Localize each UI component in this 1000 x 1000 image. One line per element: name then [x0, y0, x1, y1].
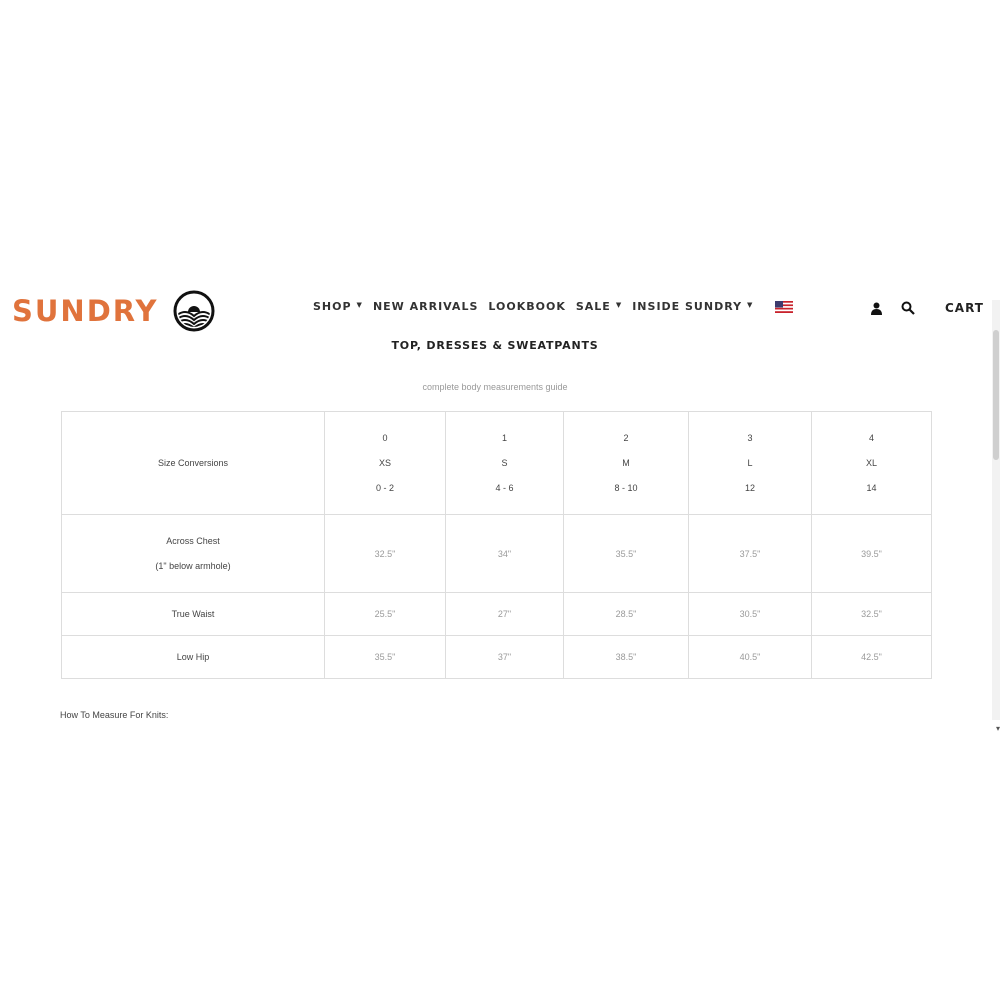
row-label: [62, 515, 325, 593]
size-col-header: [812, 412, 932, 515]
table-row: [62, 636, 932, 679]
browser-viewport: [0, 280, 1000, 733]
table-cell: 32.5": [325, 515, 446, 593]
row-label: Low Hip: [62, 636, 325, 679]
nav-inside-sundry[interactable]: [632, 300, 753, 313]
nav-sale-label: SALE: [575, 300, 611, 313]
row-label-main: Across Chest: [166, 535, 220, 546]
wave-logo-icon: [173, 290, 215, 332]
size-number: 2: [623, 432, 629, 443]
size-col-header: [564, 412, 689, 515]
search-icon[interactable]: [901, 301, 915, 315]
size-us: 4 - 6: [495, 482, 514, 493]
size-number: 3: [747, 432, 753, 443]
page-title: TOP, DRESSES & SWEATPANTS: [391, 339, 599, 352]
nav-lookbook-label: LOOKBOOK: [488, 300, 566, 313]
table-cell: 32.5": [812, 593, 932, 636]
table-cell: 39.5": [812, 515, 932, 593]
logo-wordmark: SUNDRY: [12, 294, 159, 328]
nav-shop[interactable]: [313, 300, 363, 313]
table-cell: 40.5": [689, 636, 812, 679]
page-subtitle: complete body measurements guide: [422, 382, 568, 392]
main-nav: [313, 300, 793, 313]
size-conversions-label: Size Conversions: [62, 412, 325, 515]
table-cell: 35.5": [564, 515, 689, 593]
size-col-header: [689, 412, 812, 515]
size-us: 14: [866, 482, 877, 493]
user-icon[interactable]: [870, 302, 883, 315]
table-cell: 35.5": [325, 636, 446, 679]
caret-down-icon: ▼: [356, 300, 363, 309]
table-cell: 37": [446, 636, 564, 679]
row-label-sub: (1" below armhole): [155, 560, 231, 571]
size-number: 4: [868, 432, 874, 443]
size-letter: XS: [378, 457, 391, 468]
nav-shop-label: SHOP: [313, 300, 352, 313]
scrollbar[interactable]: [992, 300, 1000, 733]
size-letter: M: [622, 457, 630, 468]
nav-inside-sundry-label: INSIDE SUNDRY: [632, 300, 743, 313]
size-number: 0: [382, 432, 388, 443]
table-cell: 28.5": [564, 593, 689, 636]
table-cell: 38.5": [564, 636, 689, 679]
size-col-header: [446, 412, 564, 515]
cart-link[interactable]: CART: [945, 301, 984, 315]
size-letter: XL: [865, 457, 877, 468]
size-number: 1: [501, 432, 507, 443]
size-letter: L: [747, 457, 753, 468]
size-col-header: [325, 412, 446, 515]
nav-new-arrivals-label: NEW ARRIVALS: [372, 300, 479, 313]
us-flag-icon[interactable]: [775, 301, 793, 313]
table-cell: 34": [446, 515, 564, 593]
size-letter: S: [501, 457, 508, 468]
nav-sale[interactable]: [576, 300, 622, 313]
scrollbar-thumb[interactable]: [993, 330, 999, 460]
caret-down-icon: ▼: [747, 300, 754, 309]
site-logo[interactable]: [12, 290, 215, 332]
table-cell: 25.5": [325, 593, 446, 636]
table-cell: 27": [446, 593, 564, 636]
scroll-down-icon[interactable]: ▾: [995, 724, 1000, 733]
nav-lookbook[interactable]: [488, 300, 565, 313]
size-chart-table: [61, 411, 932, 679]
size-us: 0 - 2: [375, 482, 394, 493]
row-label: True Waist: [62, 593, 325, 636]
table-row: [62, 593, 932, 636]
how-to-measure-heading: How To Measure For Knits:: [60, 710, 169, 720]
size-us: 12: [744, 482, 755, 493]
table-cell: 42.5": [812, 636, 932, 679]
nav-new-arrivals[interactable]: [373, 300, 478, 313]
caret-down-icon: ▼: [615, 300, 623, 309]
table-cell: 30.5": [689, 593, 812, 636]
table-row: [62, 515, 932, 593]
size-us: 8 - 10: [614, 482, 638, 493]
table-cell: 37.5": [689, 515, 812, 593]
table-header-row: [62, 412, 932, 515]
